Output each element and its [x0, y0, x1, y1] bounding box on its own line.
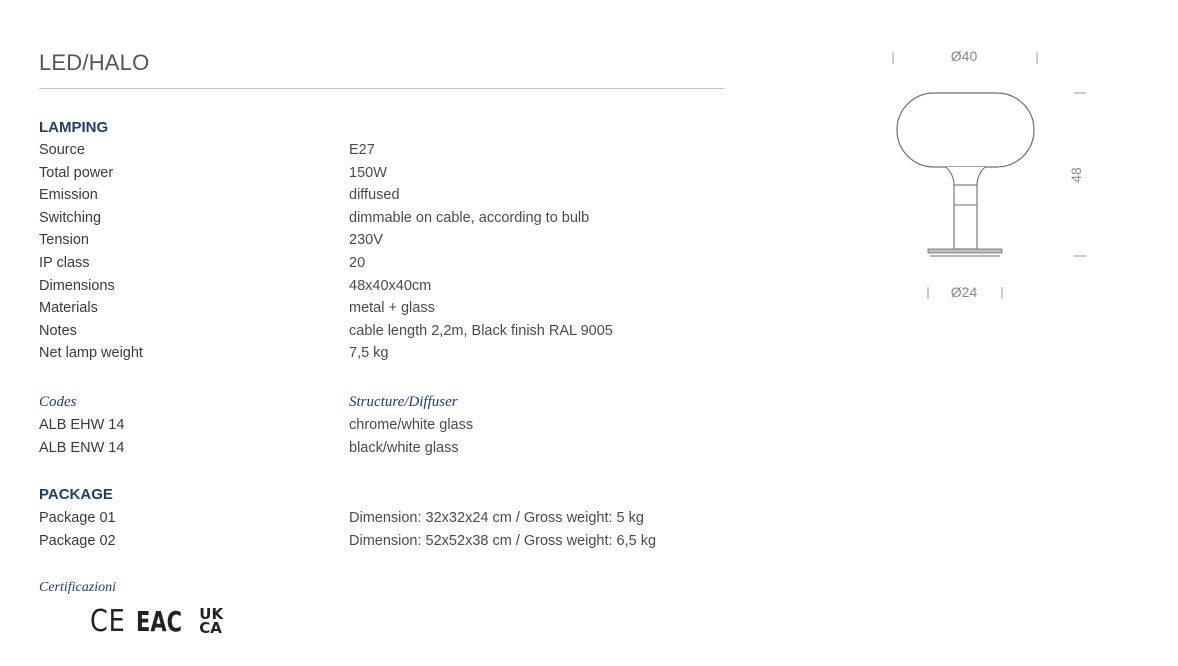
code-row	[39, 414, 739, 437]
spec-row	[39, 320, 739, 343]
spec-row	[39, 184, 739, 207]
spec-label: Materials	[39, 300, 98, 317]
codes-header-row	[39, 391, 739, 414]
ukca-mark-icon	[199, 607, 223, 635]
package-heading: PACKAGE	[39, 486, 113, 503]
spec-value: dimmable on cable, according to bulb	[349, 209, 590, 226]
spec-label: IP class	[39, 254, 90, 271]
top-dimension-label: Ø40	[950, 48, 978, 64]
lamping-heading: LAMPING	[39, 119, 109, 136]
ukca-top: UK	[199, 605, 224, 623]
spec-row	[39, 252, 739, 275]
product-code: ALB ENW 14	[39, 439, 125, 456]
package-value: Dimension: 32x32x24 cm / Gross weight: 5 kg	[349, 510, 644, 526]
spec-label: Tension	[39, 232, 89, 249]
package-row	[39, 530, 739, 553]
package-row	[39, 507, 739, 530]
spec-row	[39, 297, 739, 320]
lamp-base-shape	[928, 249, 1002, 253]
structure-diffuser-heading: Structure/Diffuser	[349, 394, 458, 410]
lamping-table	[39, 139, 739, 365]
codes-heading: Codes	[39, 394, 77, 410]
code-row	[39, 437, 739, 460]
spec-label: Source	[39, 142, 85, 158]
spec-label: Notes	[39, 322, 77, 339]
package-table	[39, 507, 739, 552]
eac-mark-icon: EAC	[135, 604, 182, 638]
certifications-section	[39, 578, 739, 598]
height-dimension-label: 48	[1068, 167, 1084, 183]
spec-row	[39, 207, 739, 230]
spec-value: 20	[349, 254, 366, 271]
spec-row	[39, 275, 739, 298]
spec-row	[39, 162, 739, 185]
product-finish: black/white glass	[349, 439, 459, 456]
ukca-bottom: CA	[199, 619, 222, 637]
spec-row	[39, 139, 739, 162]
lamp-neck-shape	[946, 167, 985, 185]
spec-label: Emission	[39, 187, 98, 204]
product-finish: chrome/white glass	[349, 417, 474, 433]
lamp-technical-drawing	[880, 40, 1100, 310]
spec-value: cable length 2,2m, Black finish RAL 9005	[349, 322, 613, 339]
spec-value: metal + glass	[349, 300, 435, 317]
spec-value: 230V	[349, 232, 383, 249]
base-dimension-label: Ø24	[950, 284, 978, 300]
certification-marks	[90, 603, 223, 639]
glass-globe-shape	[897, 93, 1034, 167]
lamping-section	[39, 118, 739, 365]
spec-label: Total power	[39, 164, 114, 181]
package-label: Package 02	[39, 532, 116, 549]
lamp-stem-shape	[954, 185, 977, 249]
spec-value: 150W	[349, 164, 387, 181]
package-label: Package 01	[39, 510, 116, 526]
spec-value: E27	[349, 142, 375, 158]
codes-section	[39, 391, 739, 459]
product-title: LED/HALO	[39, 50, 150, 75]
spec-value: 48x40x40cm	[349, 277, 432, 294]
ce-mark-icon: CE	[90, 603, 126, 639]
product-code: ALB EHW 14	[39, 417, 125, 433]
spec-row	[39, 229, 739, 252]
package-value: Dimension: 52x52x38 cm / Gross weight: 6,5 kg	[349, 532, 657, 549]
title-divider	[39, 88, 725, 89]
certifications-heading: Certificazioni	[39, 580, 116, 595]
spec-value: diffused	[349, 187, 400, 204]
spec-value: 7,5 kg	[349, 345, 389, 362]
spec-label: Switching	[39, 209, 102, 226]
spec-label: Dimensions	[39, 277, 115, 294]
package-section	[39, 485, 739, 552]
spec-row	[39, 342, 739, 365]
spec-label: Net lamp weight	[39, 345, 143, 362]
